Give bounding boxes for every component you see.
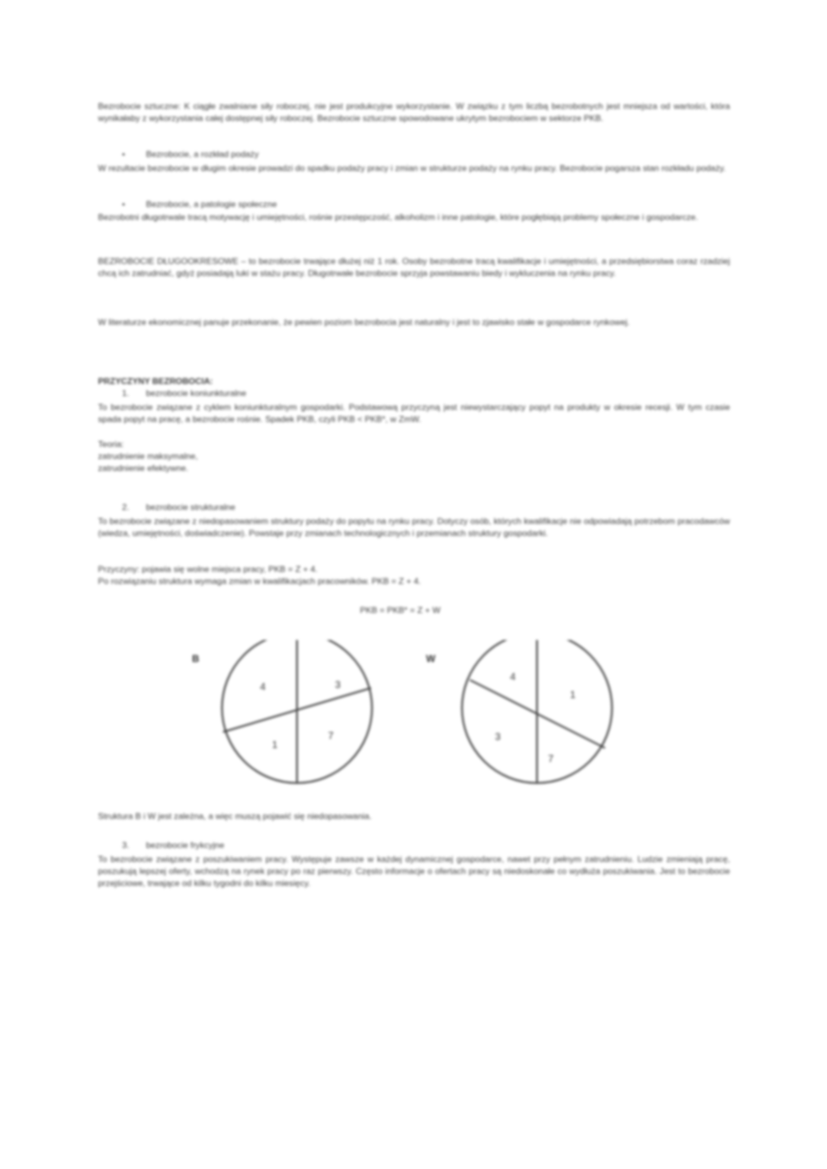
paragraph-6-line-2: zatrudnienie maksymalne, (98, 451, 198, 461)
bullet-item-1: Bezrobocie, a rozkład podaży (146, 149, 259, 159)
right-quadrant-label: 3 (495, 732, 501, 743)
right-quadrant-label: 7 (548, 754, 554, 765)
left-quadrant-label: 7 (328, 731, 334, 742)
paragraph-6-line-3: zatrudnienie efektywne. (98, 463, 189, 473)
item-number: 3. (122, 840, 130, 850)
paragraph-7: To bezrobocie związane z niedopasowaniem struktury podaży do popytu na rynku pracy. Dotyczy osób, których kwalifikacje nie odpowiadają potrzebom pracodawców (wiedza, umiejętności, doświadczenie). Powstaje przy zmianach technologicznych i przemianach struktury gospodarki. (98, 516, 730, 539)
diagram-caption: Struktura B i W jest zależna, a więc muszą pojawić się niedopasowania. (98, 811, 372, 821)
right-quadrant-label: 4 (510, 672, 516, 683)
paragraph-4: BEZROBOCIE DŁUGOOKRESOWE – to bezrobocie trwające dłużej niż 1 rok. Osoby bezrobotne tracą kwalifikacje i umiejętności, a przedsiębiorstwa coraz rzadziej chcą ich zatrudniać, gdyż posiadają luki w stażu pracy. Długotrwałe bezrobocie sprzyja powstawaniu biedy i wykluczenia na rynku pracy. (98, 256, 730, 279)
circle-diagrams (180, 640, 640, 800)
left-quadrant-label: 4 (260, 682, 266, 693)
paragraph-5: W literaturze ekonomicznej panuje przekonanie, że pewien poziom bezrobocia jest naturalny i jest to zjawisko stałe w gospodarce rynkowej. (98, 317, 630, 327)
bullet-item-2: Bezrobocie, a patologie społeczne (146, 199, 277, 209)
bullet-marker: • (122, 149, 126, 159)
paragraph-6: To bezrobocie związane z cyklem koniunkturalnym gospodarki. Podstawową przyczyną jest niewystarczający popyt na produkty w okresie recesji. W tym czasie spada popyt na pracę, a bezrobocie rośnie. Spadek PKB, czyli PKB < PKB*, w ZmW. (98, 402, 730, 425)
formula: PKB = PKB* = Z + W (360, 605, 441, 615)
bullet-marker: • (122, 199, 126, 209)
paragraph-7-line-1: Przyczyny: pojawia się wolne miejsca pracy, PKB = Z + 4. (98, 564, 318, 574)
item-title: bezrobocie frykcyjne (146, 840, 225, 850)
left-quadrant-label: 1 (272, 740, 278, 751)
paragraph-1: Bezrobocie sztuczne: K ciągłe zwalniane siły roboczej, nie jest produkcyjne wykorzystanie. W związku z tym liczbą bezrobotnych jest mniejsza od wartości, która wynikałaby z wykorzystania całej dostępnej siły roboczej. Bezrobocie sztuczne spowodowane ukrytym bezrobociem w sektorze PKB. (98, 101, 730, 124)
item-title: bezrobocie strukturalne (146, 502, 236, 512)
paragraph-3: Bezrobotni długotrwale tracą motywację i umiejętności, rośnie przestępczość, alkoholizm i inne patologie, które pogłębiają problemy społeczne i gospodarcze. (98, 212, 698, 222)
left-quadrant-label: 3 (335, 680, 341, 691)
paragraph-8: To bezrobocie związane z poszukiwaniem pracy. Występuje zawsze w każdej dynamicznej gospodarce, nawet przy pełnym zatrudnieniu. Ludzie zmieniają pracę, poszukują lepszej oferty, wchodzą na rynek pracy po raz pierwszy. Często informacje o ofertach pracy są niedoskonałe co wydłuża poszukiwania. Jest to bezrobocie przejściowe, trwające od kilku tygodni do kilku miesięcy. (98, 854, 730, 889)
paragraph-2: W rezultacie bezrobocie w długim okresie prowadzi do spadku podaży pracy i zmian w strukturze podaży na rynku pracy. Bezrobocie pogarsza stan rozkładu podaży. (98, 163, 726, 173)
item-number: 2. (122, 502, 130, 512)
paragraph-7-line-2: Po rozwiązaniu struktura wymaga zmian w kwalifikacjach pracowników. PKB = Z + 4. (98, 576, 421, 586)
item-title: bezrobocie koniunkturalne (146, 388, 247, 398)
left-circle (222, 640, 372, 783)
left-diagram-label: B (192, 654, 200, 665)
right-quadrant-label: 1 (570, 690, 576, 701)
right-diagram-label: W (426, 654, 436, 665)
right-circle (462, 640, 612, 783)
paragraph-6-line-1: Teoria: (98, 439, 124, 449)
item-number: 1. (122, 388, 130, 398)
section-heading: PRZYCZYNY BEZROBOCIA: (98, 376, 213, 386)
